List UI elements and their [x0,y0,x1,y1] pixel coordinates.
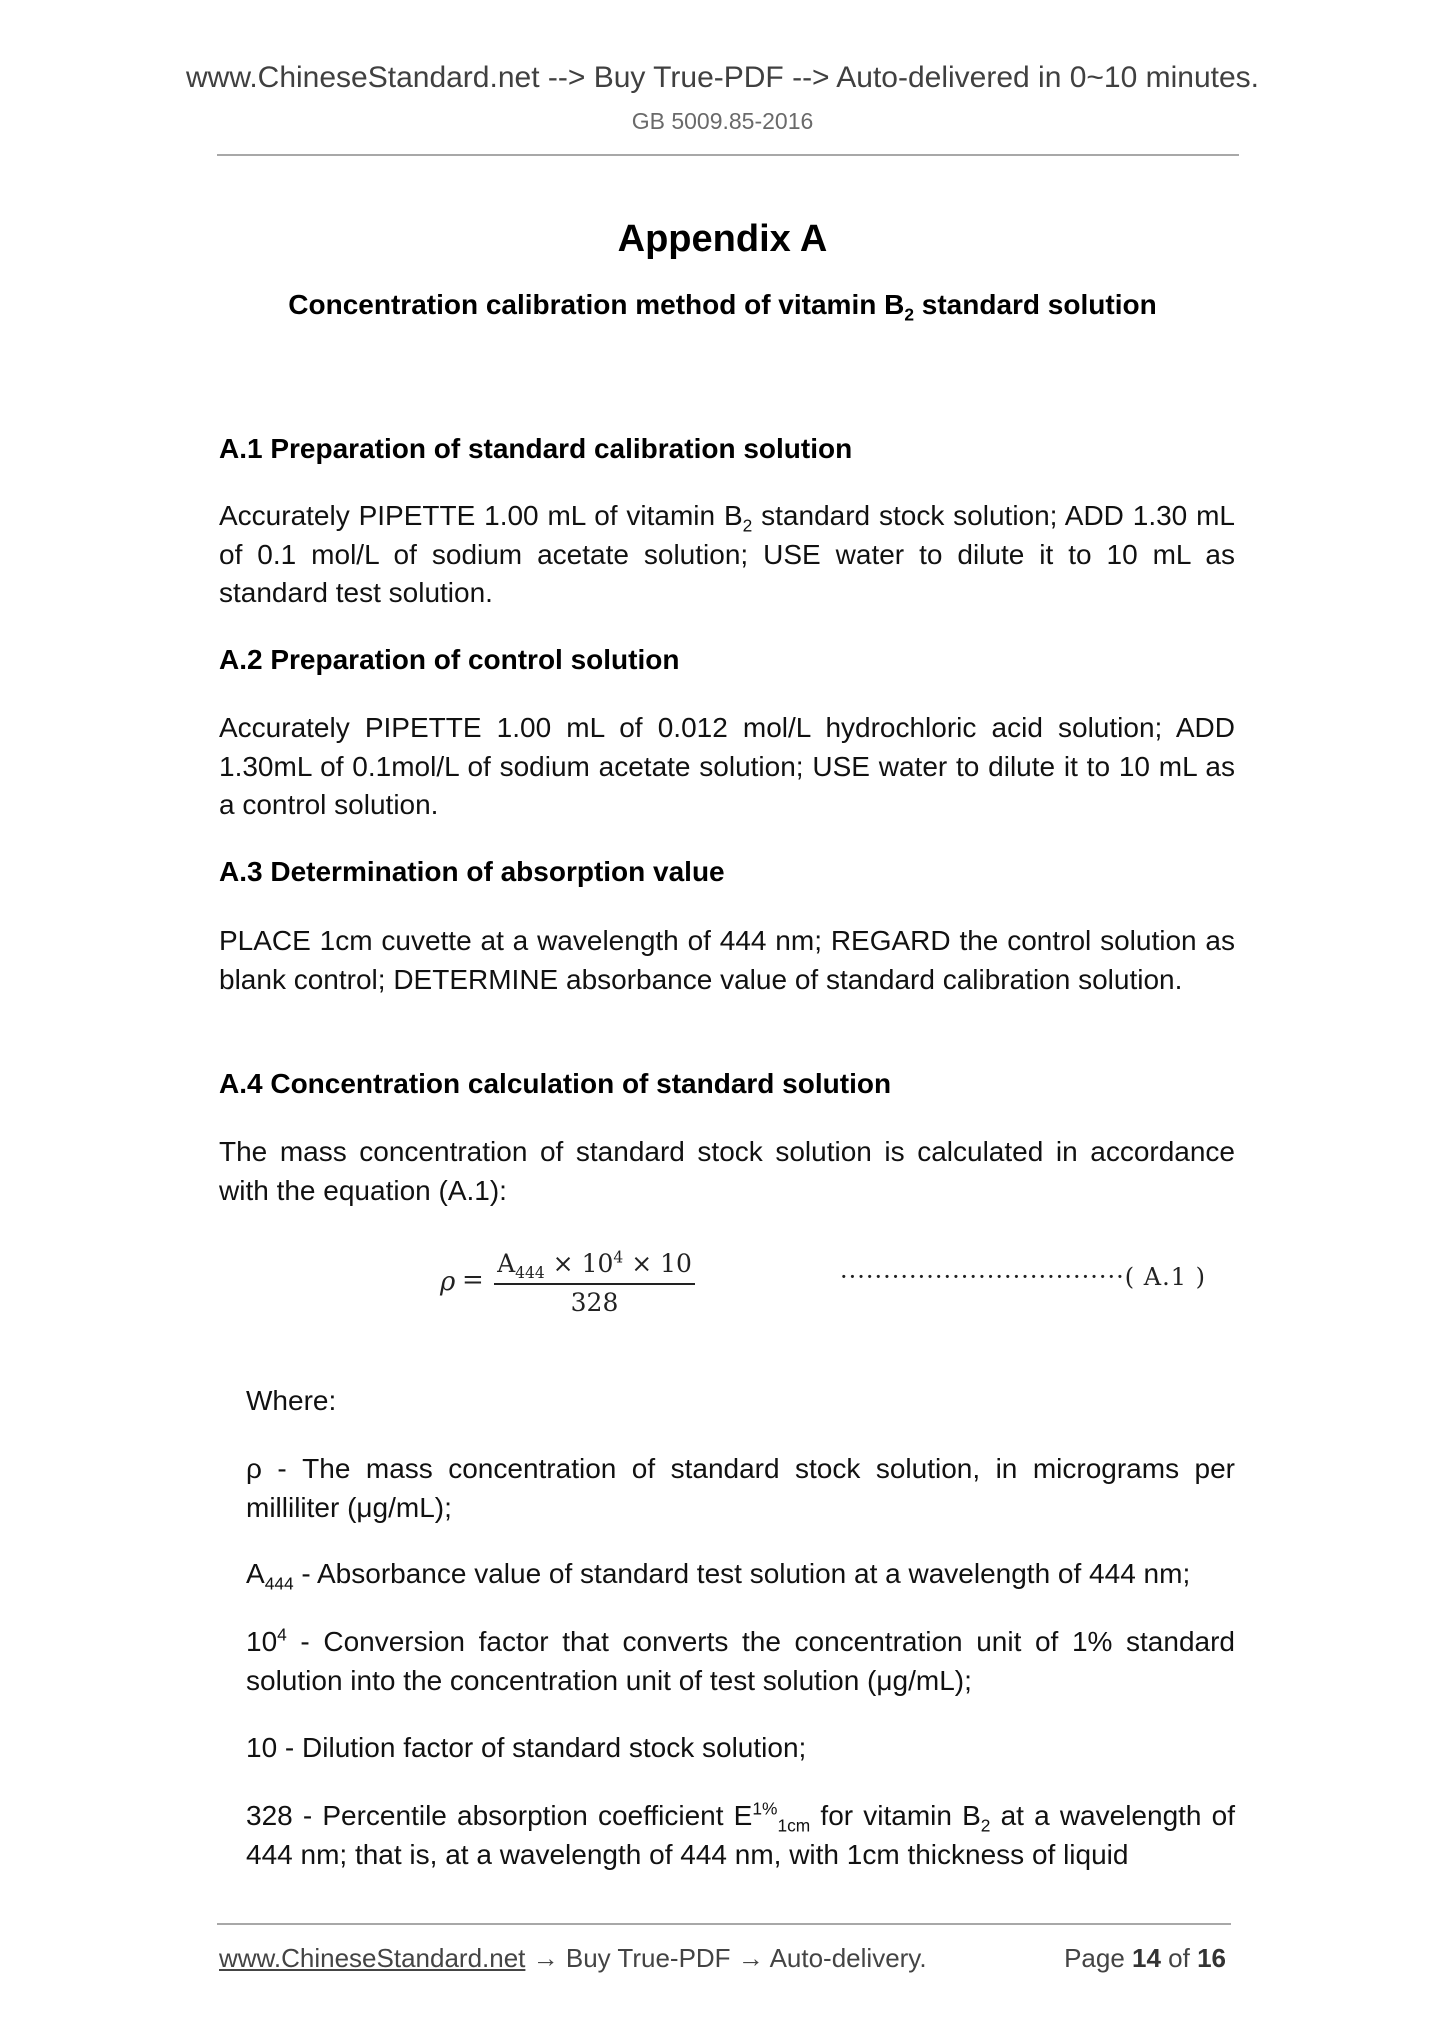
formula-numerator: $A_{444} \times 10^4 \times 10$ [497,1248,692,1282]
formula-equals: = [462,1265,484,1295]
where-label: Where: [246,1385,337,1416]
formula-label: ·································( A.1 ) [840,1263,1206,1291]
section-a3-heading: A.3 Determination of absorption value [219,856,725,887]
section-a3-text: PLACE 1cm cuvette at a wavelength of 444 nm; REGARD the control solution as blank control; DETERMINE absorbance value of standard calibration solution. [219,925,1235,995]
footer-text: www.ChineseStandard.net → Buy True-PDF → Auto-delivery. [219,1943,927,1973]
section-a2-heading: A.2 Preparation of control solution [219,644,680,675]
equation-a1 [440,1245,1240,1335]
page-title: Appendix A [617,218,828,260]
footer-site-link[interactable]: www.ChineseStandard.net [219,1943,526,1973]
where-item-328: 328 - Percentile absorption coefficient $E^{1\%}_{1cm}$ for vitamin $B_2$ at a wavelength of 444 nm; that is, at a wavelength of 444 nm, with 1cm thickness of liquid [246,1798,1236,1870]
header-banner: www.ChineseStandard.net --> Buy True-PDF --> Auto-delivered in 0~10 minutes. [185,61,1260,94]
section-a4-text: The mass concentration of standard stock solution is calculated in accordance with the equation (A.1): [219,1136,1235,1206]
where-item-10-4: $10^4$ - Conversion factor that converts the concentration unit of 1% standard solution into the concentration unit of test solution (μg/mL); [246,1624,1235,1696]
page-subtitle: Concentration calibration method of vitamin $B_2$ standard solution [288,289,1157,325]
formula-rho: ρ [440,1267,456,1297]
section-a1-heading: A.1 Preparation of standard calibration solution [219,433,853,464]
section-a1-text: Accurately PIPETTE 1.00 mL of vitamin $B_2$ standard stock solution; ADD 1.30 mL of 0.1 mol/L of sodium acetate solution; USE water to dilute it to 10 mL as standard test solution. [219,500,1235,608]
header-divider [217,154,1239,156]
formula-fraction [492,1245,697,1321]
where-item-rho: ρ - The mass concentration of standard stock solution, in micrograms per milliliter (μg/mL); [246,1453,1235,1523]
formula-denominator: 328 [570,1288,619,1317]
where-item-10: 10 - Dilution factor of standard stock solution; [246,1732,807,1763]
footer-divider [217,1923,1231,1925]
where-item-a444: $A_{444}$ - Absorbance value of standard test solution at a wavelength of 444 nm; [246,1558,1191,1594]
standard-id: GB 5009.85-2016 [631,108,814,134]
page-number: Page 14 of 16 [1064,1943,1226,1973]
section-a4-heading: A.4 Concentration calculation of standard solution [219,1068,892,1099]
section-a2-text: Accurately PIPETTE 1.00 mL of 0.012 mol/L hydrochloric acid solution; ADD 1.30mL of 0.1mol/L of sodium acetate solution; USE water to dilute it to 10 mL as a control solution. [219,712,1235,820]
